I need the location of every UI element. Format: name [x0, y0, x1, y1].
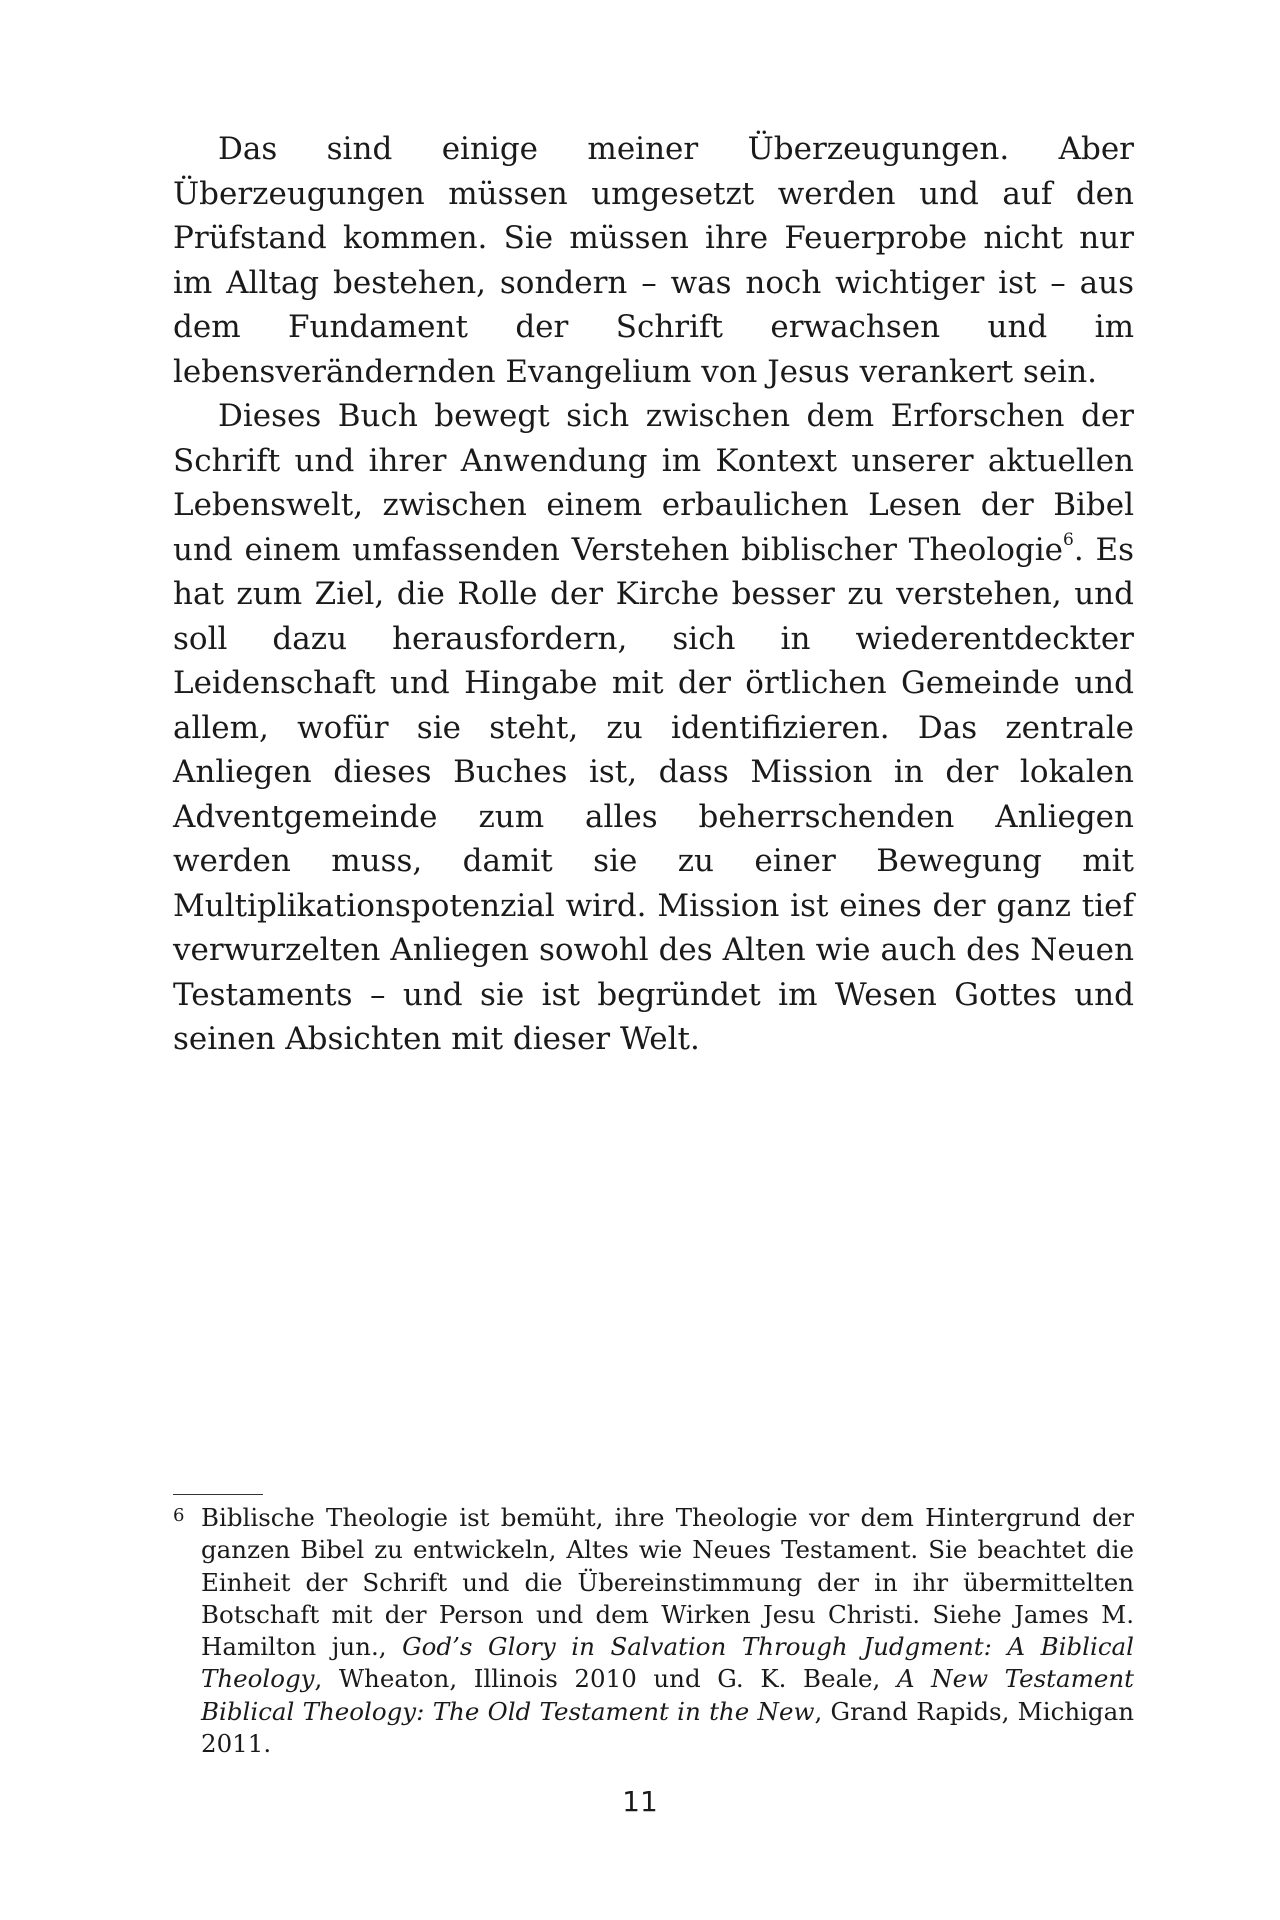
- footnote-text: [201, 1502, 1134, 1760]
- main-text: [173, 127, 1134, 1062]
- footnote-title-2: A New Testament Biblical Theology: The Old Testament in the New: [201, 1664, 1134, 1726]
- footnote: [173, 1502, 1134, 1760]
- paragraph-2: [173, 394, 1134, 1062]
- footnote-text-1: Biblische Theologie ist bemüht, ihre Theologie vor dem Hintergrund der ganzen Bibel zu entwickeln, Altes wie Neues Testament. Sie beachtet die Einheit der Schrift und die Übereinstimmung der in ihr übermittelten Botschaft mit der Person und dem Wirken Jesu Christi. Siehe James M. Hamilton jun.,: [201, 1503, 1134, 1662]
- footnote-separator: [173, 1494, 263, 1495]
- page-number: 11: [622, 1785, 658, 1818]
- footnote-text-3: , Grand Rapids, Michigan 2011.: [201, 1696, 1135, 1759]
- paragraph-2-text-before: Dieses Buch bewegt sich zwischen dem Erforschen der Schrift und ihrer Anwendung im Kontext unserer aktuellen Lebenswelt, zwischen einem erbaulichen Lesen der Bibel und einem umfassenden Verstehen biblischer Theologie: [173, 398, 1134, 568]
- paragraph-1-text: Das sind einige meiner Überzeugungen. Aber Überzeugungen müssen umgesetzt werden und auf den Prüfstand kommen. Sie müssen ihre Feuerprobe nicht nur im Alltag bestehen, sondern – was noch wichtiger ist – aus dem Fundament der Schrift erwachsen und im lebensverändernden Evangelium von Jesus verankert sein.: [173, 131, 1134, 390]
- footnote-reference[interactable]: 6: [1063, 529, 1074, 550]
- footnote-text-2: , Wheaton, Illinois 2010 und G. K. Beale,: [314, 1664, 897, 1694]
- paragraph-1: [173, 127, 1134, 394]
- footnote-number: 6: [173, 1505, 185, 1526]
- paragraph-2-text-after: . Es hat zum Ziel, die Rolle der Kirche besser zu verstehen, und soll dazu herausfordern, sich in wiederentdeckter Leidenschaft und Hingabe mit der örtlichen Gemeinde und allem, wofür sie steht, zu identifizieren. Das zentrale Anliegen dieses Buches ist, dass Mission in der lokalen Adventgemeinde zum alles beherrschenden Anliegen werden muss, damit sie zu einer Bewegung mit Multiplikationspotenzial wird. Mission ist eines der ganz tief verwurzelten Anliegen sowohl des Alten wie auch des Neuen Testaments – und sie ist begründet im Wesen Gottes und seinen Absichten mit dieser Welt.: [173, 531, 1134, 1057]
- footnote-title-1: God’s Glory in Salvation Through Judgment: A Biblical Theology: [201, 1632, 1134, 1694]
